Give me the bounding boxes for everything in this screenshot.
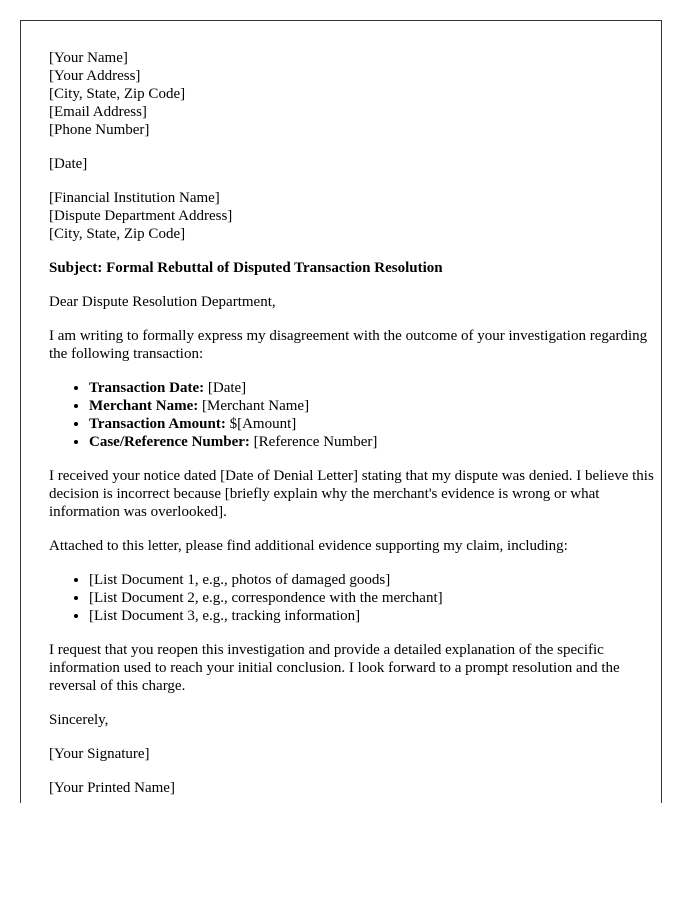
closing: Sincerely, <box>49 712 109 728</box>
sender-city: [City, State, Zip Code] <box>49 86 186 102</box>
salutation: Dear Dispute Resolution Department, <box>49 294 276 310</box>
recipient-block <box>49 189 661 243</box>
detail-value: $[Amount] <box>225 416 297 432</box>
list-item <box>89 379 661 397</box>
detail-value: [Merchant Name] <box>198 398 310 414</box>
list-item: • [List Document 1, e.g., photos of damaged goods] <box>89 571 661 589</box>
recipient-name: [Financial Institution Name] <box>49 190 220 206</box>
list-item <box>89 433 661 451</box>
denial-paragraph: I received your notice dated [Date of Denial Letter] stating that my dispute was denied. I believe this decision is incorrect because [briefly explain why the merchant's evidence is wrong or what information was overlooked]. <box>49 468 654 520</box>
letter-page <box>20 20 662 803</box>
sender-email: [Email Address] <box>49 104 147 120</box>
detail-label: Merchant Name: <box>89 398 199 414</box>
detail-label: Case/Reference Number: <box>89 434 250 450</box>
sender-name: [Your Name] <box>49 50 128 66</box>
sender-address: [Your Address] <box>49 68 141 84</box>
recipient-city: [City, State, Zip Code] <box>49 226 186 242</box>
letter-date: [Date] <box>49 156 88 172</box>
sender-block <box>49 49 661 139</box>
request-paragraph: I request that you reopen this investigation and provide a detailed explanation of the specific information used to reach your initial conclusion. I look forward to a prompt resolution and the reversal of this charge. <box>49 642 620 694</box>
detail-value: [Reference Number] <box>249 434 378 450</box>
subject-line: Subject: Formal Rebuttal of Disputed Transaction Resolution <box>49 260 443 276</box>
intro-paragraph: I am writing to formally express my disagreement with the outcome of your investigation regarding the following transaction: <box>49 328 648 362</box>
signature: [Your Signature] <box>49 746 150 762</box>
recipient-address: [Dispute Department Address] <box>49 208 233 224</box>
transaction-details-list <box>49 379 661 451</box>
sender-phone: [Phone Number] <box>49 122 150 138</box>
documents-list <box>49 571 661 625</box>
list-item <box>89 397 661 415</box>
detail-label: Transaction Amount: <box>89 416 226 432</box>
list-item: • [List Document 3, e.g., tracking information] <box>89 607 661 625</box>
list-item <box>89 415 661 433</box>
list-item: • [List Document 2, e.g., correspondence with the merchant] <box>89 589 661 607</box>
printed-name: [Your Printed Name] <box>49 780 175 796</box>
detail-value: [Date] <box>204 380 247 396</box>
detail-label: Transaction Date: <box>89 380 205 396</box>
evidence-intro: Attached to this letter, please find additional evidence supporting my claim, including: <box>49 538 568 554</box>
